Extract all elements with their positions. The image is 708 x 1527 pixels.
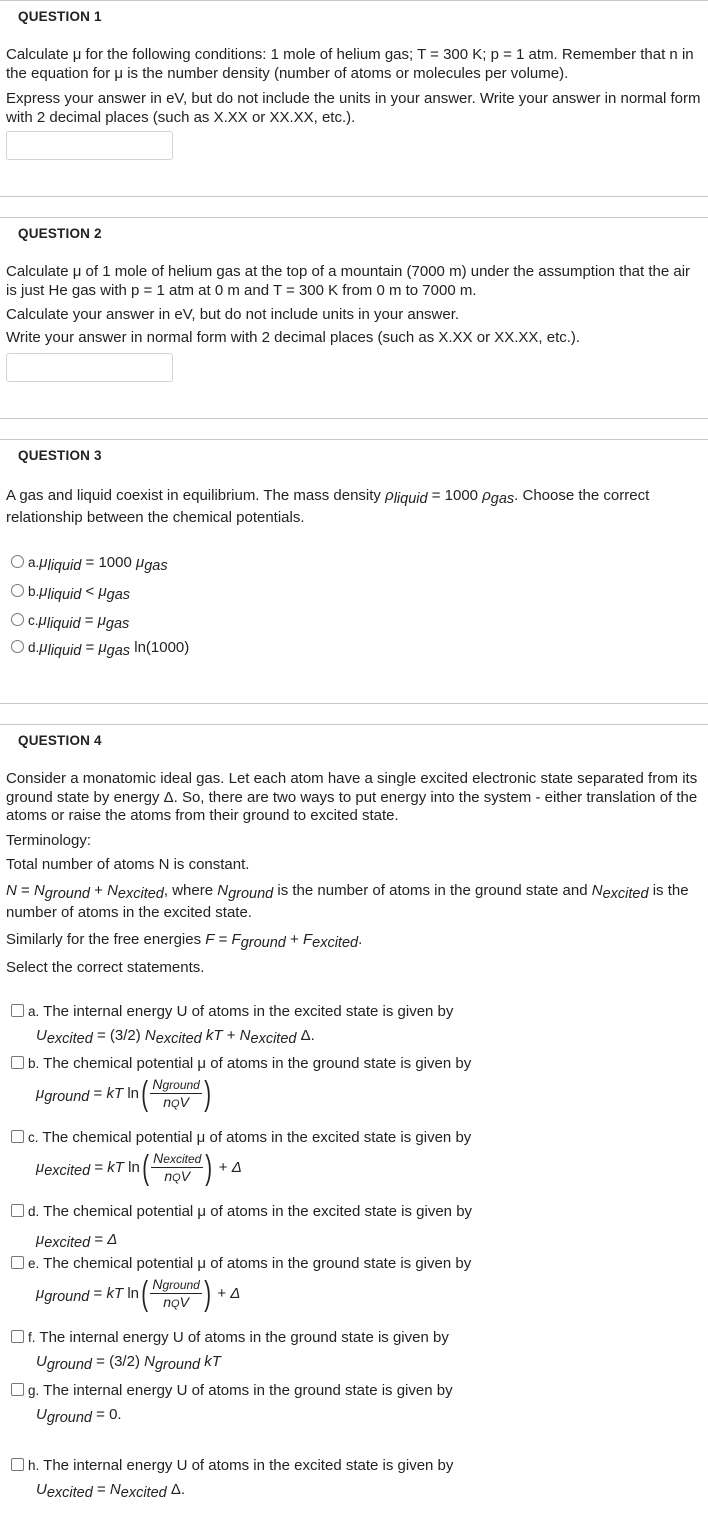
option-f[interactable]: f. The internal energy U of atoms in the ground state is given by [11,1329,449,1347]
question-text: Calculate μ for the following conditions: 1 mole of helium gas; T = 300 K; p = 1 atm. Remember that n in the equation for μ is the number density (number of atoms or molecules per volume). [6,46,694,82]
answer-input[interactable] [6,131,173,160]
radio-button[interactable] [11,613,24,626]
q1-top-border [0,0,708,1]
formula: Uexcited = Nexcited Δ. [36,1481,186,1501]
question-text: Write your answer in normal form with 2 decimal places (such as X.XX or XX.XX, etc.). [6,329,581,346]
question-text: Calculate μ of 1 mole of helium gas at the top of a mountain (7000 m) under the assumption that the air is just He gas with p = 1 atm at 0 m and T = 300 K from 0 m to 7000 m. [6,263,691,299]
terminology-label: Terminology: [6,832,92,849]
option-a[interactable]: a. The internal energy U of atoms in the excited state is given by [11,1003,453,1021]
option-b[interactable]: b. The chemical potential μ of atoms in the ground state is given by [11,1055,471,1073]
option-b[interactable]: b.μliquid < μgas [11,583,130,601]
formula: μground = kT ln( $\frac{\text{Nground}}{\text{nQV}}$ ) [36,1075,211,1113]
question-text: Consider a monatomic ideal gas. Let each atom have a single excited electronic state separated from its ground state by energy Δ. So, there are two ways to put energy into the system - either translation of the atoms or raise the atoms from their ground to excited state. [6,770,698,825]
question-title: QUESTION 2 [18,226,102,241]
answer-input[interactable] [6,353,173,382]
option-h[interactable]: h. The internal energy U of atoms in the excited state is given by [11,1457,453,1475]
formula: Uexcited = (3/2) Nexcited kT + Nexcited Δ. [36,1027,315,1047]
question-text: Calculate your answer in eV, but do not include units in your answer. [6,306,460,323]
option-d[interactable]: d.μliquid = μgas ln(1000) [11,639,189,657]
q4-top-border [0,724,708,725]
formula: Uground = (3/2) Nground kT [36,1353,221,1373]
divider [0,196,708,197]
checkbox[interactable] [11,1004,24,1017]
option-a[interactable]: a.μliquid = 1000 μgas [11,554,168,572]
question-text: Select the correct statements. [6,959,205,976]
option-g[interactable]: g. The internal energy U of atoms in the ground state is given by [11,1382,453,1400]
checkbox[interactable] [11,1130,24,1143]
q2-top-border [0,217,708,218]
question-title: QUESTION 4 [18,733,102,748]
formula: μexcited = kT ln( $\frac{\text{Nexcited}}{\text{nQV}}$ ) + Δ [36,1149,242,1187]
option-d[interactable]: d. The chemical potential μ of atoms in the excited state is given by [11,1203,472,1221]
divider [0,418,708,419]
divider [0,703,708,704]
option-e[interactable]: e. The chemical potential μ of atoms in the ground state is given by [11,1255,471,1273]
checkbox[interactable] [11,1330,24,1343]
checkbox[interactable] [11,1256,24,1269]
radio-button[interactable] [11,584,24,597]
question-text: A gas and liquid coexist in equilibrium. The mass density ρliquid = 1000 ρgas. Choose the correct relationship between the chemical potentials. [6,487,650,526]
checkbox[interactable] [11,1204,24,1217]
radio-button[interactable] [11,555,24,568]
question-text: Similarly for the free energies F = Fground + Fexcited. [6,931,363,951]
radio-button[interactable] [11,640,24,653]
formula: μexcited = Δ [36,1231,118,1251]
question-text: N = Nground + Nexcited, where Nground is the number of atoms in the ground state and Nexcited is the number of atoms in the excited state. [6,882,689,921]
formula: Uground = 0. [36,1406,122,1426]
checkbox[interactable] [11,1458,24,1471]
checkbox[interactable] [11,1383,24,1396]
option-c[interactable]: c.μliquid = μgas [11,612,129,630]
q3-top-border [0,439,708,440]
formula: μground = kT ln( $\frac{\text{Nground}}{\text{nQV}}$ ) + Δ [36,1275,241,1313]
question-title: QUESTION 1 [18,9,102,24]
checkbox[interactable] [11,1056,24,1069]
question-title: QUESTION 3 [18,448,102,463]
option-c[interactable]: c. The chemical potential μ of atoms in the excited state is given by [11,1129,471,1147]
question-text: Express your answer in eV, but do not include the units in your answer. Write your answer in normal form with 2 decimal places (such as X.XX or XX.XX, etc.). [6,90,701,126]
question-text: Total number of atoms N is constant. [6,856,250,873]
